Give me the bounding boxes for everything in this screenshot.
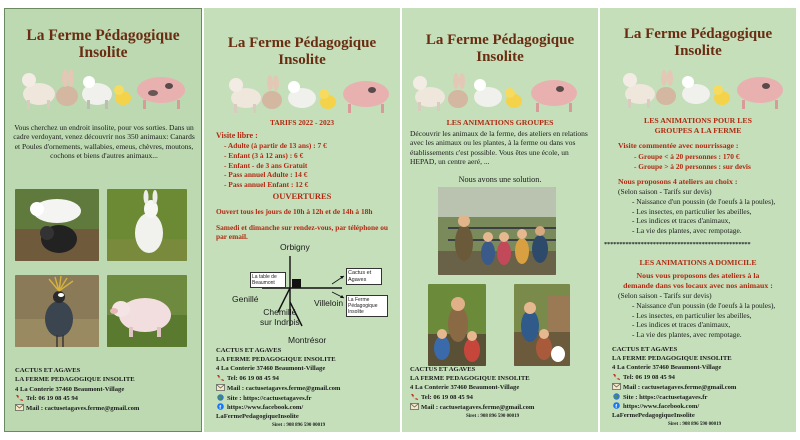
map-label-villeloin: Villeloin bbox=[314, 298, 344, 308]
mail-icon bbox=[15, 404, 24, 411]
contact-block: CACTUS ET AGAVES LA FERME PEDAGOGIQUE INSOLITE 4 La Conterie 37460 Beaumont-Village Tel: 06 19 08 45 94 Mail : cactusetagaves.ferme@gmail.com Siret : 908 896 590 00019 bbox=[410, 366, 535, 419]
visite-commentee-label: Visite commentée avec nourrissage : bbox=[618, 141, 739, 150]
intro-text: Vous cherchez un endroit insolite, pour vos sorties. Dans un cadre verdoyant, venez découvrir nos 350 animaux: Canards et Poules d'ornements, wallabies, emeus, chèvres, moutons, cochons et biens d'autres animaux... bbox=[13, 123, 195, 161]
tarifs-title: TARIFS 2022 - 2023 bbox=[269, 118, 335, 127]
svg-text:f: f bbox=[615, 404, 618, 410]
ateliers-list: - Naissance d'un poussin (de l'oeufs à la poules), - Les insectes, en particulier les abeilles, - Les indices et traces d'animaux, - La vie des plantes, avec rempotage. bbox=[632, 197, 776, 235]
farm-animals-illustration bbox=[19, 64, 189, 110]
ateliers-note: (Selon saison - Tarifs sur devis) bbox=[618, 187, 712, 196]
solution-text: Nous avons une solution. bbox=[458, 175, 542, 184]
brand-title: La Ferme Pédagogique Insolite bbox=[227, 35, 377, 68]
map-roads bbox=[232, 242, 392, 338]
children-animals-photo-1 bbox=[428, 284, 486, 366]
farm-animals-illustration bbox=[410, 67, 582, 113]
farm-animals-illustration bbox=[620, 64, 788, 110]
visite-libre-label: Visite libre : bbox=[216, 131, 258, 140]
animations-description: Découvrir les animaux de la ferme, des ateliers en relations avec les animaux ou les plantes, à la ferme ou dans vos établissements c'est possible. Vous êtes une école, un HEPAD, un centre aeré, ... bbox=[410, 129, 588, 167]
phone-icon bbox=[410, 393, 419, 400]
location-map bbox=[232, 242, 392, 338]
children-farmer-photo bbox=[438, 187, 556, 275]
groupes-list: - Groupe < à 20 personnes : 170 € - Groupe > à 20 personnes : sur devis bbox=[634, 152, 751, 171]
brand-title: La Ferme Pédagogique Insolite bbox=[425, 32, 575, 65]
ouvertures-title: OUVERTURES bbox=[272, 191, 332, 201]
svg-text:f: f bbox=[219, 405, 222, 411]
tarifs-list: - Adulte (à partir de 13 ans) : 7 € - Enfant (3 à 12 ans) : 6 € - Enfant - de 3 ans Gratuit - Pass annuel Adulte : 14 € - Pass annuel Enfant : 12 € bbox=[224, 141, 327, 190]
mail-icon bbox=[410, 403, 419, 410]
panel-animations-groupes bbox=[402, 8, 598, 432]
map-label-ferme: La Ferme Pédagogique Insolite bbox=[346, 295, 388, 317]
crowned-crane-photo bbox=[15, 275, 99, 347]
map-label-cactus: Cactus et Agaves bbox=[346, 268, 382, 285]
contact-block: CACTUS ET AGAVES LA FERME PEDAGOGIQUE INSOLITE 4 La Conterie 37460 Beaumont-Village Tel: 06 19 08 45 94 Mail : cactusetagaves.ferme@gmail.com Site : https://cactusetagaves.fr f https://www.facebook.com/ LaFermePedagogiqueInsolite Siret : 908 896 590 00019 bbox=[612, 346, 737, 428]
white-rat-photo bbox=[15, 189, 99, 261]
contact-block: CACTUS ET AGAVES LA FERME PEDAGOGIQUE INSOLITE 4 La Conterie 37460 Beaumont-Village Tel: 06 19 08 45 94 Mail : cactusetagaves.ferme@gmail.com Site : https://cactusetagaves.fr f https://www.facebook.com/ LaFermePedagogiqueInsolite Siret : 908 896 590 00019 bbox=[216, 347, 341, 429]
facebook-icon bbox=[612, 402, 621, 409]
panel-animations-tarifs bbox=[600, 8, 796, 432]
pig-photo bbox=[107, 275, 187, 347]
map-label-montresor: Montrésor bbox=[288, 335, 327, 345]
contact-block: CACTUS ET AGAVES LA FERME PEDAGOGIQUE INSOLITE 4 La Conterie 37460 Beaumont-Village Tel: 06 19 08 45 94 Mail : cactusetagaves.ferme@gmail.com bbox=[15, 367, 140, 412]
facebook-icon bbox=[216, 403, 225, 410]
children-animals-photo-2 bbox=[514, 284, 570, 366]
farm-animals-illustration bbox=[226, 70, 394, 114]
wallaby-photo bbox=[107, 189, 187, 261]
phone-icon bbox=[612, 373, 621, 380]
ateliers-title: Nous proposons 4 ateliers au choix : bbox=[618, 177, 738, 186]
brand-title: La Ferme Pédagogique Insolite bbox=[26, 27, 180, 61]
map-label-chemille: Chemillé sur Indrois bbox=[260, 307, 300, 327]
groupes-ferme-title: LES ANIMATIONS POUR LES GROUPES A LA FERME bbox=[644, 116, 752, 135]
brand-title: La Ferme Pédagogique Insolite bbox=[623, 26, 773, 59]
mail-icon bbox=[216, 384, 225, 391]
animations-groupes-title: LES ANIMATIONS GROUPES bbox=[446, 118, 554, 127]
mail-icon bbox=[612, 383, 621, 390]
separator: ************************************************ bbox=[604, 241, 751, 248]
panel-tarifs bbox=[204, 8, 400, 432]
domicile-note: (Selon saison - Tarifs sur devis) bbox=[618, 291, 712, 300]
globe-icon bbox=[612, 393, 621, 400]
domicile-ateliers-list: - Naissance d'un poussin (de l'oeufs à la poules), - Les insectes, en particulier les abeilles, - Les indices et traces d'animaux, - La vie des plantes, avec rempotage. bbox=[632, 301, 776, 339]
domicile-title: LES ANIMATIONS A DOMICILE bbox=[639, 258, 757, 267]
map-label-table: La table de Beaumont bbox=[250, 272, 286, 288]
phone-icon bbox=[15, 394, 24, 401]
globe-icon bbox=[216, 394, 225, 401]
panel-cover bbox=[4, 8, 202, 432]
phone-icon bbox=[216, 374, 225, 381]
domicile-intro: Nous vous proposons des ateliers à la demande dans vos locaux avec nos animaux : bbox=[623, 271, 773, 290]
weekend-info: Samedi et dimanche sur rendez-vous, par téléphone ou par email. bbox=[216, 223, 389, 242]
opening-hours: Ouvert tous les jours de 10h à 12h et de 14h à 18h bbox=[216, 207, 373, 216]
map-label-genille: Genillé bbox=[232, 294, 259, 304]
map-label-orbigny: Orbigny bbox=[280, 242, 310, 252]
